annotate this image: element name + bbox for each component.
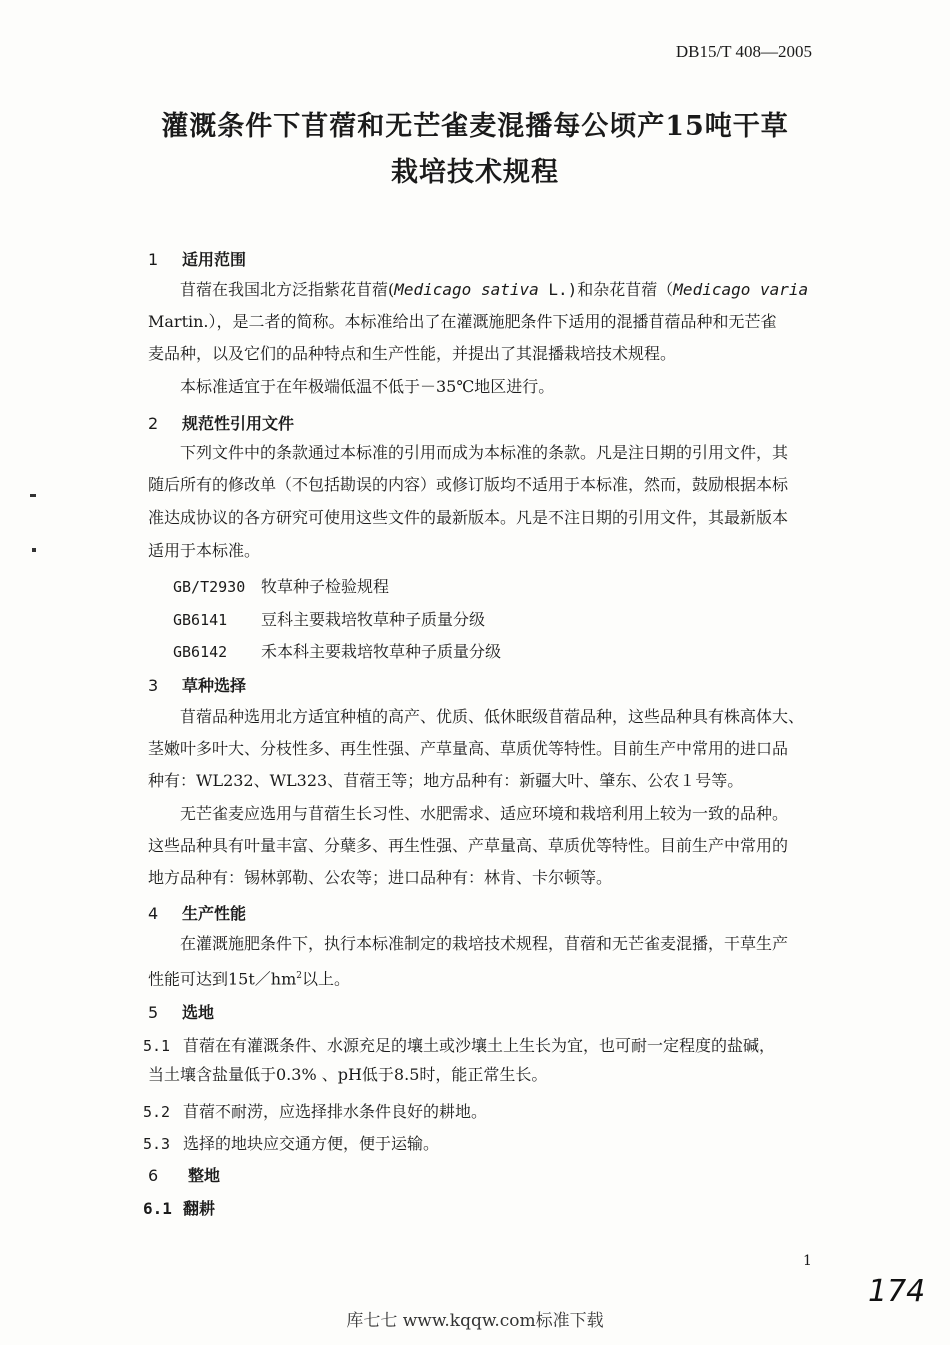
s3-para2-line3: 地方品种有：锡林郭勒、公农等；进口品种有：林肯、卡尔顿等。 [148,868,613,887]
section-1-heading [148,247,246,270]
clause-5-3 [143,1131,439,1154]
section-title: 规范性引用文件 [182,414,295,433]
s3-para1-line1: 苜蓿品种选用北方适宜种植的高产、优质、低休眠级苜蓿品种，这些品种具有株高体大、 [180,707,805,726]
reference-title: 豆科主要栽培牧草种子质量分级 [261,610,486,629]
clause-number: 5.1 [143,1037,171,1055]
section-number: 3 [148,676,159,695]
s4-line1: 在灌溉施肥条件下，执行本标准制定的栽培技术规程，苜蓿和无芒雀麦混播，干草生产 [180,934,789,953]
s2-line1: 下列文件中的条款通过本标准的引用而成为本标准的条款。凡是注日期的引用文件，其 [180,443,789,462]
superscript: 2 [296,971,303,981]
clause-text: 苜蓿不耐涝，应选择排水条件良好的耕地。 [183,1102,488,1121]
clause-number: 5.3 [143,1135,171,1153]
latin-name: Medicago sativa [394,280,539,299]
reference-title: 牧草种子检验规程 [261,577,390,596]
footer-watermark: 库七七 www.kqqw.com标准下载 [346,1311,604,1331]
clause-5-1-line1 [143,1033,775,1056]
s1-para1-line2: Martin.），是二者的简称。本标准给出了在灌溉施肥条件下适用的混播苜蓿品种和无芒雀 [148,312,777,331]
s2-line2: 随后所有的修改单（不包括勘误的内容）或修订版均不适用于本标准，然而，鼓励根据本标 [148,475,789,494]
reference-item [173,639,501,662]
scan-speck [32,548,36,552]
s1-para2: 本标准适宜于在年极端低温不低于－35℃地区进行。 [180,377,555,396]
section-number: 4 [148,904,159,923]
s3-para1-line2: 茎嫩叶多叶大、分枝性多、再生性强、产草量高、草质优等特性。目前生产中常用的进口品 [148,739,789,758]
reference-code: GB6142 [173,643,228,661]
document-title-line1: 灌溉条件下苜蓿和无芒雀麦混播每公顷产15吨干草 [161,111,789,142]
section-title: 适用范围 [182,250,247,269]
clause-6-1-heading [143,1196,215,1219]
s3-para2-line2: 这些品种具有叶量丰富、分蘖多、再生性强、产草量高、草质优等特性。目前生产中常用的 [148,836,789,855]
text: 苜蓿在我国北方泛指紫花苜蓿( [180,280,395,299]
text: 以上。 [302,969,351,989]
section-title: 草种选择 [182,676,247,695]
section-4-heading [148,901,246,924]
reference-item [173,574,389,597]
clause-text: 选择的地块应交通方便，便于运输。 [183,1134,440,1153]
s1-para1-line3: 麦品种，以及它们的品种特点和生产性能，并提出了其混播栽培技术规程。 [148,344,677,363]
section-title: 整地 [188,1166,221,1185]
clause-5-1-line2: 当土壤含盐量低于0.3% 、pH低于8.5时，能正常生长。 [148,1065,548,1084]
s3-para2-line1: 无芒雀麦应选用与苜蓿生长习性、水肥需求、适应环境和栽培利用上较为一致的品种。 [180,804,789,823]
reference-item [173,607,485,630]
text: 性能可达到15t／hm [148,969,297,989]
s4-line2 [148,960,350,995]
handwritten-page-mark: 174 [868,1274,926,1309]
section-6-heading [148,1163,220,1186]
section-number: 6 [148,1166,159,1185]
clause-5-2 [143,1099,487,1122]
document-title-line2: 栽培技术规程 [391,157,559,188]
clause-text: 苜蓿在有灌溉条件、水源充足的壤土或沙壤土上生长为宜，也可耐一定程度的盐碱， [183,1036,776,1055]
section-title: 选地 [182,1003,215,1022]
section-2-heading [148,411,294,434]
s1-para1-line1 [180,274,808,306]
clause-number: 5.2 [143,1103,171,1121]
reference-title: 禾本科主要栽培牧草种子质量分级 [261,642,502,661]
clause-title: 翻耕 [183,1199,216,1218]
scan-speck [30,494,36,497]
standard-number: DB15/T 408—2005 [675,42,812,61]
section-3-heading [148,673,246,696]
latin-name: Medicago varia [673,280,809,299]
s2-line4: 适用于本标准。 [148,541,261,560]
section-number: 2 [148,414,159,433]
clause-number: 6.1 [143,1199,172,1218]
text: L.)和杂花苜蓿（ [538,280,674,299]
section-number: 5 [148,1003,159,1022]
section-number: 1 [148,250,159,269]
s3-para1-line3: 种有：WL232、WL323、苜蓿王等；地方品种有：新疆大叶、肇东、公农１号等。 [148,771,744,790]
page-number: 1 [803,1253,812,1269]
reference-code: GB/T2930 [173,578,246,596]
section-5-heading [148,1000,214,1023]
s2-line3: 准达成协议的各方研究可使用这些文件的最新版本。凡是不注日期的引用文件，其最新版本 [148,508,789,527]
section-title: 生产性能 [182,904,247,923]
reference-code: GB6141 [173,611,228,629]
